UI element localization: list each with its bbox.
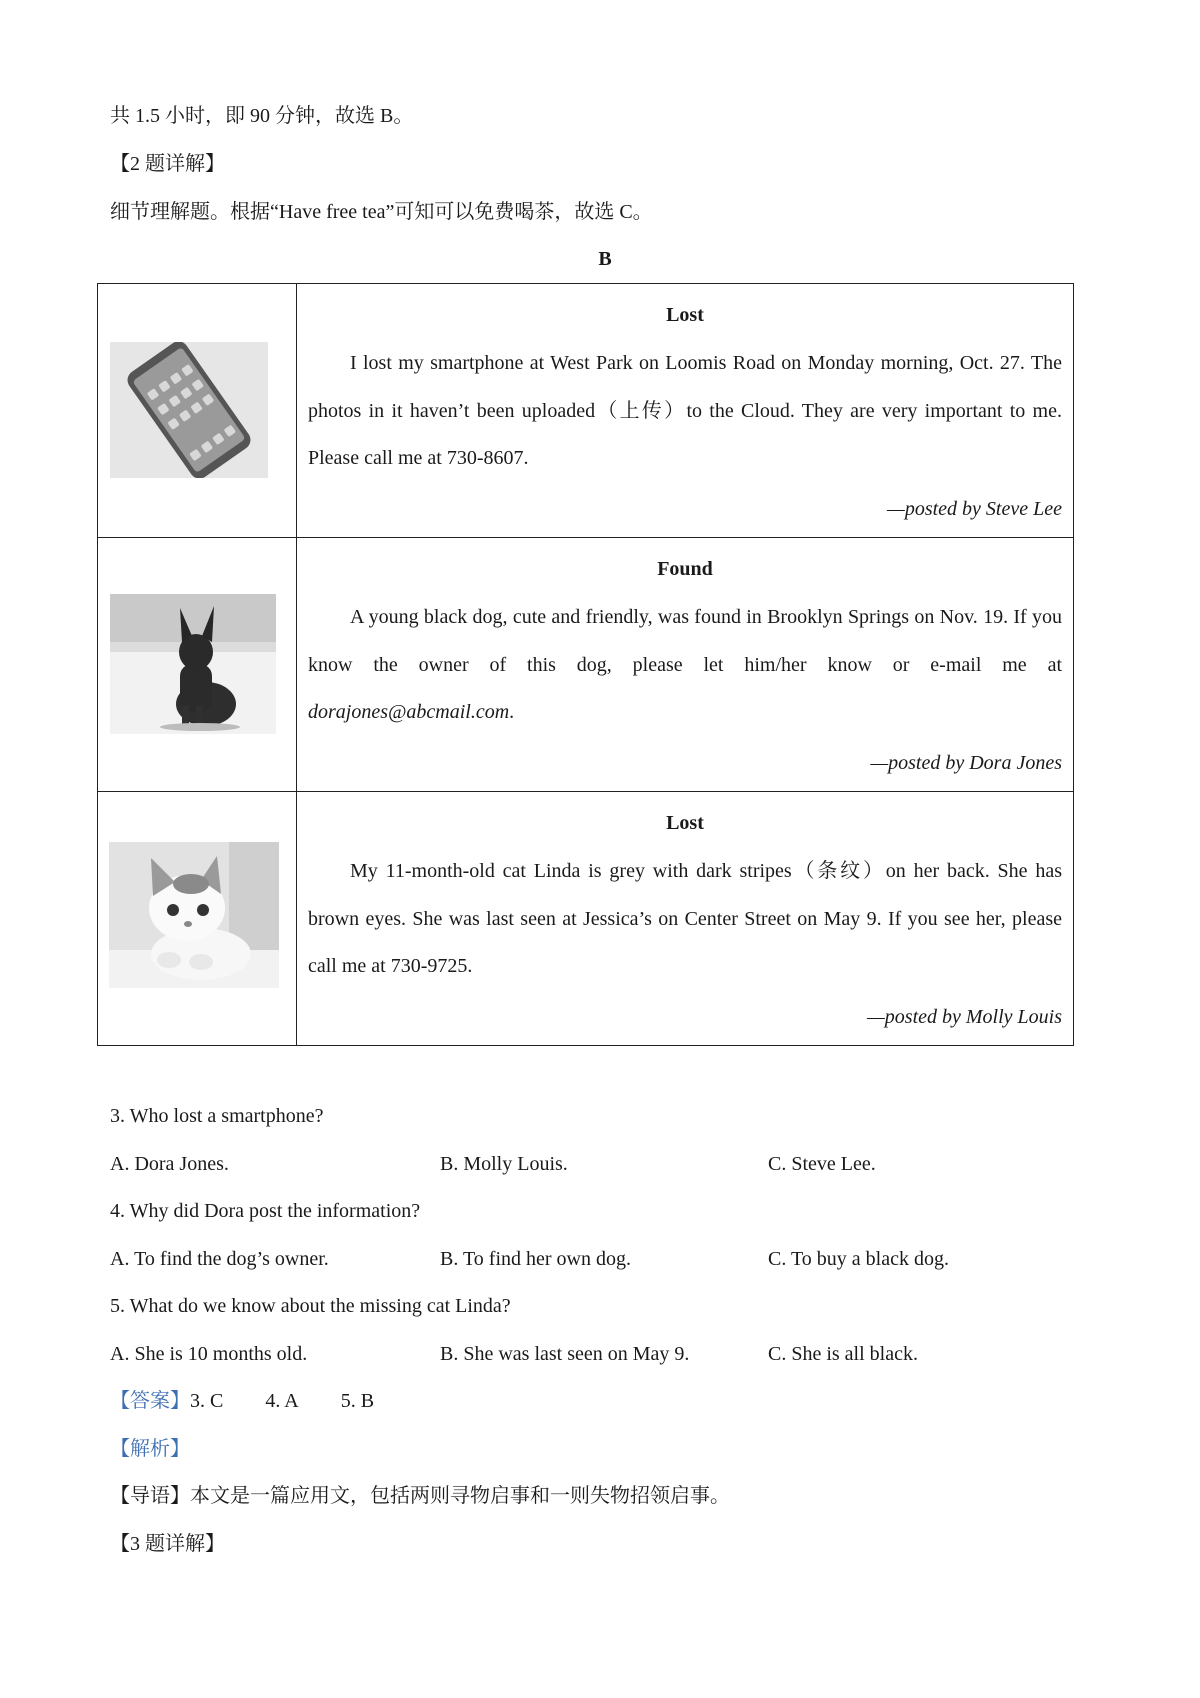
intro-line: 共 1.5 小时，即 90 分钟，故选 B。 (110, 105, 414, 127)
notice-text (297, 538, 1073, 791)
section-label: B (598, 248, 612, 270)
contact-email: dorajones@abcmail.com (308, 701, 510, 723)
notice-row (98, 792, 1073, 1045)
notice-table (97, 283, 1074, 1046)
guide-text: 【导语】本文是一篇应用文，包括两则寻物启事和一则失物招领启事。 (110, 1485, 730, 1507)
q3-header: 【3 题详解】 (110, 1533, 225, 1555)
notice-title: Found (657, 558, 713, 580)
notice-row (98, 538, 1073, 792)
notice-body: My 11-month-old cat Linda is grey with dark stripes（条纹）on her back. She has brown eyes. She was last seen at Jessica’s on Center Street on May 9. If you see her, please call me at 730-9725. (308, 860, 1062, 977)
option-c: C. She is all black. (768, 1343, 918, 1365)
answer-line (110, 1389, 374, 1413)
option-b: B. She was last seen on May 9. (440, 1343, 690, 1365)
answer-value: 5. B (340, 1390, 375, 1412)
smartphone-photo (98, 284, 297, 537)
analysis-label: 【解析】 (110, 1438, 190, 1460)
question-stem: 3. Who lost a smartphone? (110, 1105, 324, 1127)
notice-signature: —posted by Dora Jones (870, 752, 1062, 774)
option-a: A. To find the dog’s owner. (110, 1248, 329, 1270)
answer-value: 3. C (190, 1390, 224, 1412)
smartphone-image-icon (110, 342, 268, 478)
q2-explanation: 细节理解题。根据“Have free tea”可知可以免费喝茶，故选 C。 (110, 201, 653, 223)
answer-label: 【答案】 (110, 1390, 190, 1412)
notice-signature: —posted by Steve Lee (887, 498, 1062, 520)
option-b: B. To find her own dog. (440, 1248, 631, 1270)
option-b: B. Molly Louis. (440, 1153, 568, 1175)
kitten-photo (98, 792, 297, 1045)
option-c: C. Steve Lee. (768, 1153, 876, 1175)
question-stem: 4. Why did Dora post the information? (110, 1200, 421, 1222)
black-dog-photo (98, 538, 297, 791)
notice-body (308, 594, 1062, 737)
answer-value: 4. A (265, 1390, 299, 1412)
notice-body: I lost my smartphone at West Park on Loomis Road on Monday morning, Oct. 27. The photos in it haven’t been uploaded（上传）to the Cloud. They are very important to me. Please call me at 730-8607. (308, 352, 1062, 469)
notice-text (297, 792, 1073, 1045)
notice-body-text: A young black dog, cute and friendly, was found in Brooklyn Springs on Nov. 19. If you know the owner of this dog, please let him/her know or e-mail me at (308, 606, 1062, 676)
kitten-image-icon (109, 842, 279, 988)
question-stem: 5. What do we know about the missing cat Linda? (110, 1295, 511, 1317)
notice-title: Lost (666, 304, 704, 326)
option-a: A. Dora Jones. (110, 1153, 229, 1175)
option-a: A. She is 10 months old. (110, 1343, 308, 1365)
notice-signature: —posted by Molly Louis (867, 1006, 1062, 1028)
notice-body-end: . (509, 701, 515, 723)
q2-header: 【2 题详解】 (110, 153, 225, 175)
dog-image-icon (110, 594, 276, 734)
notice-text (297, 284, 1073, 537)
notice-row (98, 284, 1073, 538)
option-c: C. To buy a black dog. (768, 1248, 949, 1270)
notice-title: Lost (666, 812, 704, 834)
